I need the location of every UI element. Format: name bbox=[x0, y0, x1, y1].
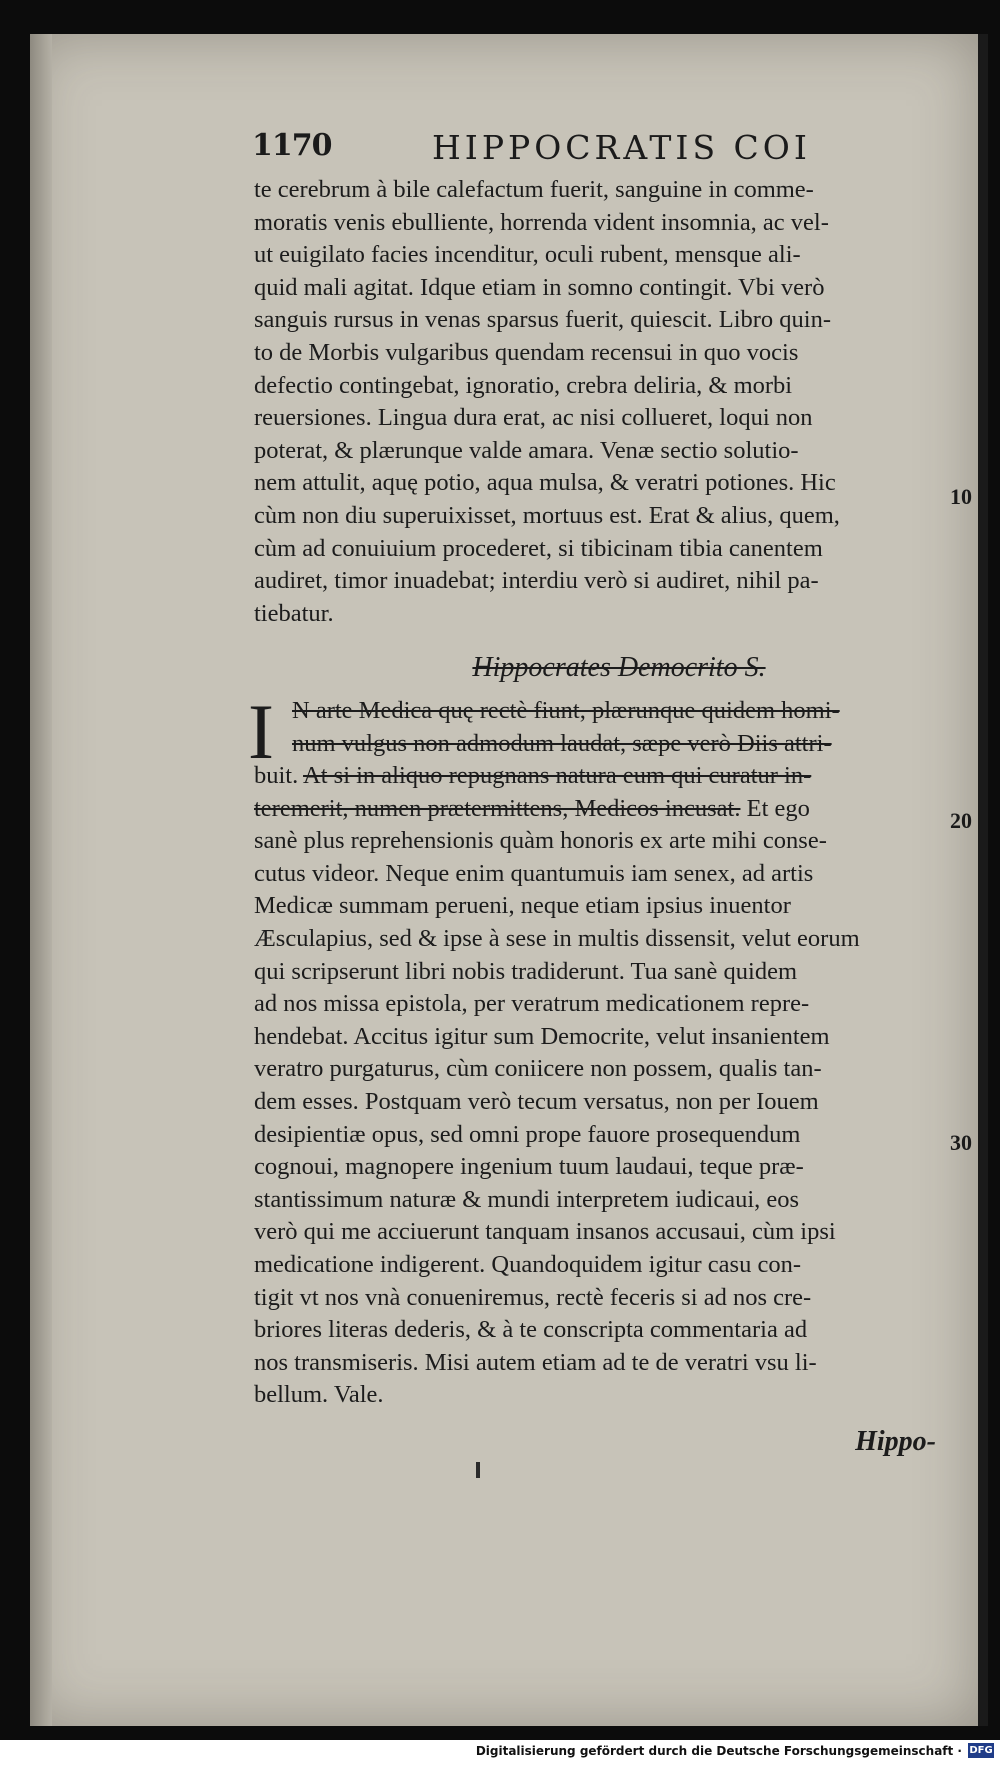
text-line: quid mali agitat. Idque etiam in somno contingit. Vbi verò bbox=[254, 273, 825, 301]
ink-mark bbox=[476, 1462, 480, 1478]
text-line: cognoui, magnopere ingenium tuum laudaui, teque præ- bbox=[254, 1153, 804, 1181]
text-line: ut euigilato facies incenditur, oculi rubent, mensque ali- bbox=[254, 241, 801, 269]
text-line: ad nos missa epistola, per veratrum medicationem repre- bbox=[254, 990, 810, 1018]
text-line: bellum. Vale. bbox=[254, 1381, 384, 1409]
text-line: te cerebrum à bile calefactum fuerit, sanguine in comme- bbox=[254, 176, 814, 203]
text-line: dem esses. Postquam verò tecum versatus, non per Iouem bbox=[254, 1088, 819, 1116]
margin-line-number: 10 bbox=[950, 484, 972, 509]
text-line: hendebat. Accitus igitur sum Democrite, velut insanientem bbox=[254, 1022, 830, 1050]
text-line: qui scripserunt libri nobis tradiderunt. Tua sanè quidem bbox=[254, 957, 798, 985]
text-line: reuersiones. Lingua dura erat, ac nisi collueret, loqui non bbox=[254, 404, 813, 432]
catchword: Hippo- bbox=[855, 1425, 936, 1457]
text-line: Medicæ summam perueni, neque etiam ipsius inuentor bbox=[254, 892, 791, 920]
text-line: Æsculapius, sed & ipse à sese in multis dissensit, velut eorum bbox=[254, 925, 860, 953]
drop-capital: I bbox=[248, 687, 274, 775]
text-line: nem attulit, aquę potio, aqua mulsa, & veratri potiones. Hic bbox=[254, 469, 836, 497]
text-line: stantissimum naturæ & mundi interpretem iudicaui, eos bbox=[254, 1185, 800, 1213]
text-line: briores literas dederis, & à te conscripta commentaria ad bbox=[254, 1316, 808, 1344]
text-line: to de Morbis vulgaribus quendam recensui in quo vocis bbox=[254, 338, 799, 366]
text-line: moratis venis ebulliente, horrenda vident insomnia, ac vel- bbox=[254, 208, 829, 236]
letter-heading: Hippocrates Democrito S. bbox=[472, 652, 766, 684]
text-block bbox=[248, 174, 944, 1459]
text-line bbox=[254, 793, 944, 826]
text-line: nos transmiseris. Misi autem etiam ad te de veratri vsu li- bbox=[254, 1348, 817, 1376]
text-line: verò qui me acciuerunt tanquam insanos accusaui, cùm ipsi bbox=[254, 1218, 836, 1246]
struck-line: N arte Medica quę rectè fiunt, plærunque quidem homi- bbox=[292, 696, 840, 724]
text-line: cutus videor. Neque enim quantumuis iam senex, ad artis bbox=[254, 859, 814, 887]
running-head: HIPPOCRATIS COI bbox=[432, 128, 811, 167]
page-right-edge bbox=[978, 34, 988, 1726]
text-line: cùm ad conuiuium procederet, si tibicinam tibia canentem bbox=[254, 534, 823, 562]
text-line: desipientiæ opus, sed omni prope fauore prosequendum bbox=[254, 1120, 801, 1148]
struck-phrase: At si in aliquo repugnans natura eum qui curatur in- bbox=[303, 762, 812, 790]
page-number: 1170 bbox=[252, 128, 332, 163]
line-prefix: buit. bbox=[254, 762, 299, 790]
struck-line: num vulgus non admodum laudat, sæpe verò Diis attri- bbox=[292, 729, 832, 757]
page-gutter bbox=[30, 34, 52, 1726]
text-line: audiret, timor inuadebat; interdiu verò si audiret, nihil pa- bbox=[254, 567, 819, 595]
text-line: poterat, & plærunque valde amara. Venæ sectio solutio- bbox=[254, 436, 799, 464]
text-line: tiebatur. bbox=[254, 599, 334, 627]
footer-credit: Digitalisierung gefördert durch die Deutsche Forschungsgemeinschaft · bbox=[475, 1744, 962, 1758]
letter-body bbox=[248, 687, 944, 1412]
margin-line-number: 30 bbox=[950, 1130, 972, 1155]
dfg-logo-badge: DFG bbox=[969, 1745, 993, 1756]
text-line: sanè plus reprehensionis quàm honoris ex arte mihi conse- bbox=[254, 827, 827, 855]
text-line: sanguis rursus in venas sparsus fuerit, quiescit. Libro quin- bbox=[254, 306, 832, 334]
text-line: defectio contingebat, ignoratio, crebra deliria, & morbi bbox=[254, 371, 793, 399]
text-line: tigit vt nos vnà conueniremus, rectè feceris si ad nos cre- bbox=[254, 1283, 812, 1311]
text-line: medicatione indigerent. Quandoquidem igitur casu con- bbox=[254, 1251, 802, 1278]
margin-line-number: 20 bbox=[950, 808, 972, 833]
text-line bbox=[254, 760, 944, 793]
text-line: veratro purgaturus, cùm coniicere non possem, qualis tan- bbox=[254, 1055, 822, 1083]
struck-phrase: teremerit, numen prætermittens, Medicos incusat. bbox=[254, 794, 741, 822]
line-rest: Et ego bbox=[746, 794, 810, 822]
page-header bbox=[0, 128, 1000, 168]
text-line: cùm non diu superuixisset, mortuus est. Erat & alius, quem, bbox=[254, 501, 840, 529]
